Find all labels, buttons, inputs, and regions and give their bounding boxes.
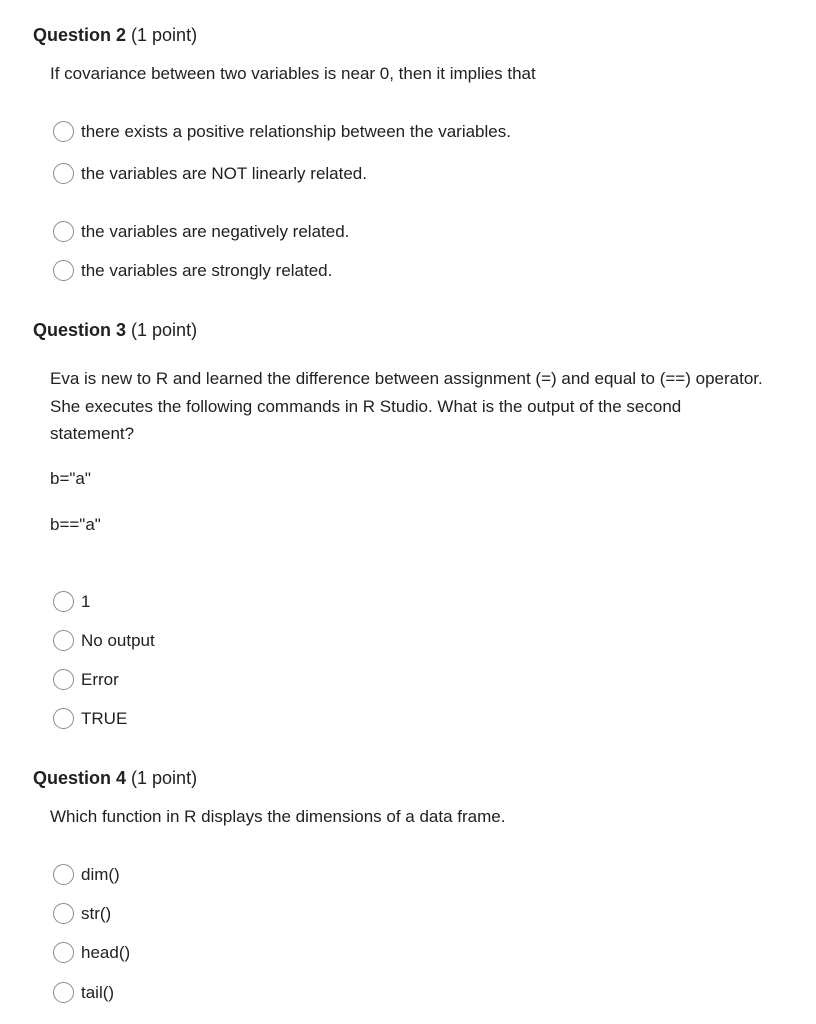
radio-button[interactable] [53,942,74,963]
option-label: str() [81,903,112,923]
radio-button[interactable] [53,630,74,651]
radio-button[interactable] [53,864,74,885]
question-2-option-3[interactable] [53,221,349,242]
question-3-option-3[interactable] [53,669,119,690]
option-label: the variables are negatively related. [81,221,350,241]
radio-button[interactable] [53,260,74,281]
question-4-points: (1 point) [131,768,198,788]
option-label: dim() [81,864,120,884]
question-3-option-4[interactable] [53,708,127,729]
option-label: No output [81,630,155,650]
question-4-option-4[interactable] [53,982,114,1003]
option-label: the variables are strongly related. [81,260,333,280]
option-label: there exists a positive relationship between the variables. [81,121,511,141]
question-2-number: Question 2 [33,25,127,45]
option-label: TRUE [81,708,128,728]
option-label: Error [81,669,119,689]
option-label: head() [81,942,131,962]
question-3-prompt: Eva is new to R and learned the difference between assignment (=) and equal to (==) operator. She executes the following commands in R Studio. What is the output of the second statement? [50,369,763,443]
question-3-option-2[interactable] [53,630,155,651]
question-4-option-2[interactable] [53,903,111,924]
question-4-option-3[interactable] [53,942,130,963]
question-3-number: Question 3 [33,320,127,340]
question-4-prompt: Which function in R displays the dimensions of a data frame. [50,807,506,826]
radio-button[interactable] [53,221,74,242]
question-2-title [33,25,197,46]
radio-button[interactable] [53,163,74,184]
radio-button[interactable] [53,121,74,142]
radio-button[interactable] [53,669,74,690]
code-line-2: b=="a" [50,515,101,534]
radio-button[interactable] [53,982,74,1003]
radio-button[interactable] [53,903,74,924]
question-2-prompt: If covariance between two variables is near 0, then it implies that [50,64,536,83]
question-4-number: Question 4 [33,768,127,788]
question-3-option-1[interactable] [53,591,90,612]
question-2-option-1[interactable] [53,121,511,142]
code-line-1: b="a" [50,469,91,488]
question-2-option-2[interactable] [53,163,367,184]
question-3-points: (1 point) [131,320,198,340]
radio-button[interactable] [53,591,74,612]
option-label: the variables are NOT linearly related. [81,163,367,183]
option-label: tail() [81,982,115,1002]
question-4-option-1[interactable] [53,864,120,885]
question-2-option-4[interactable] [53,260,332,281]
radio-button[interactable] [53,708,74,729]
question-3-title [33,320,197,341]
question-2-points: (1 point) [131,25,198,45]
question-4-title [33,768,197,789]
option-label: 1 [81,591,91,611]
